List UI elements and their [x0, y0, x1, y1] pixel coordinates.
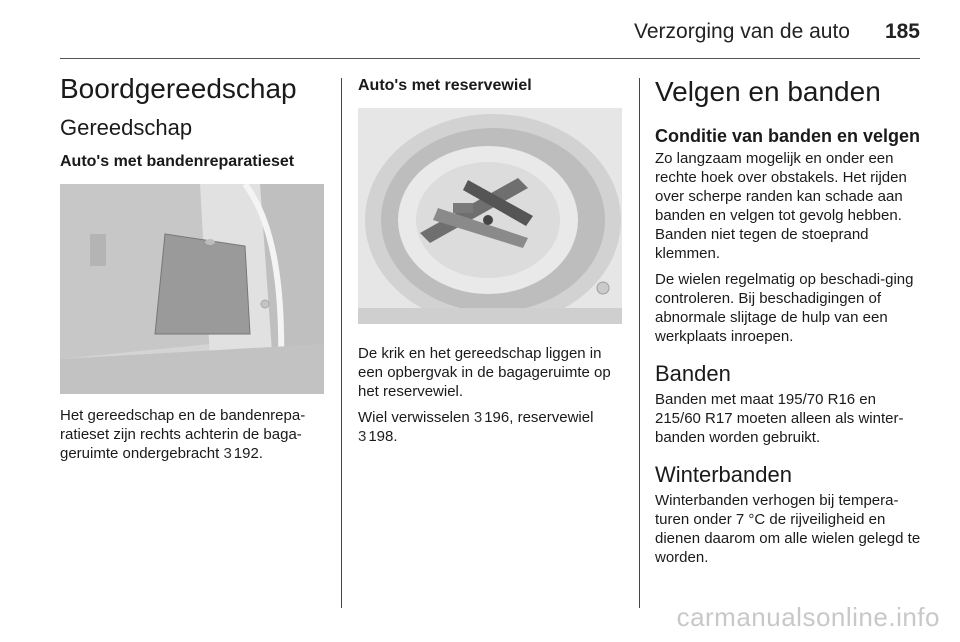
body-paragraph: De wielen regelmatig op beschadi-ging controleren. Bij beschadigingen of abnormale slijtage de hulp van een werkplaats inroepen.	[655, 271, 914, 345]
subsection-heading: Gereedschap	[60, 115, 193, 140]
spare-wheel-photo	[358, 108, 622, 324]
trunk-compartment-illustration	[60, 184, 324, 394]
subsection-heading: Banden	[655, 361, 731, 386]
page-reference: 198.	[368, 428, 398, 445]
watermark: carmanualsonline.info	[676, 602, 940, 632]
column-1	[60, 72, 324, 470]
column-divider	[341, 78, 342, 608]
subsection-heading: Winterbanden	[655, 462, 792, 487]
section-heading: Boordgereedschap	[60, 73, 297, 104]
body-paragraph: De krik en het gereedschap liggen in een opbergvak in de bagageruimte op het reservewiel.	[358, 345, 611, 400]
trunk-compartment-photo	[60, 184, 324, 394]
page-number: 185	[884, 20, 920, 43]
reference-arrow-icon: 3	[473, 409, 483, 426]
column-2	[358, 76, 622, 453]
header-rule	[60, 58, 920, 59]
body-paragraph: Banden met maat 195/70 R16 en 215/60 R17 moeten alleen als winter-banden worden gebruikt.	[655, 391, 904, 446]
reference-arrow-icon: 3	[223, 445, 232, 462]
body-paragraph: Zo langzaam mogelijk en onder een rechte hoek over obstakels. Het rijden over scherpe randen kan schade aan banden en velgen tot gevolg hebben. Banden niet tegen de stoeprand klemmen.	[655, 150, 907, 262]
body-paragraph: Wiel verwisselen 3 196, reservewiel 3 198.	[358, 409, 594, 445]
spare-wheel-illustration	[358, 108, 622, 324]
column-divider	[639, 78, 640, 608]
running-header-title: Verzorging van de auto	[634, 20, 850, 43]
reference-arrow-icon: 3	[358, 428, 367, 445]
topic-heading: Auto's met reservewiel	[358, 77, 532, 94]
subsection-heading: Conditie van banden en velgen	[655, 126, 921, 146]
column-3	[655, 75, 923, 574]
page-reference: 196, reservewiel	[484, 409, 594, 426]
body-paragraph: Het gereedschap en de bandenrepa-ratieset zijn rechts achterin de baga-geruimte ondergebracht 3 192.	[60, 407, 306, 462]
page-reference: 192.	[233, 445, 263, 462]
section-heading: Velgen en banden	[655, 76, 881, 107]
topic-heading: Auto's met bandenreparatieset	[60, 153, 295, 170]
body-paragraph: Winterbanden verhogen bij tempera-turen onder 7 °C de rijveiligheid en dienen daarom om alle wielen gelegd te worden.	[655, 492, 921, 566]
